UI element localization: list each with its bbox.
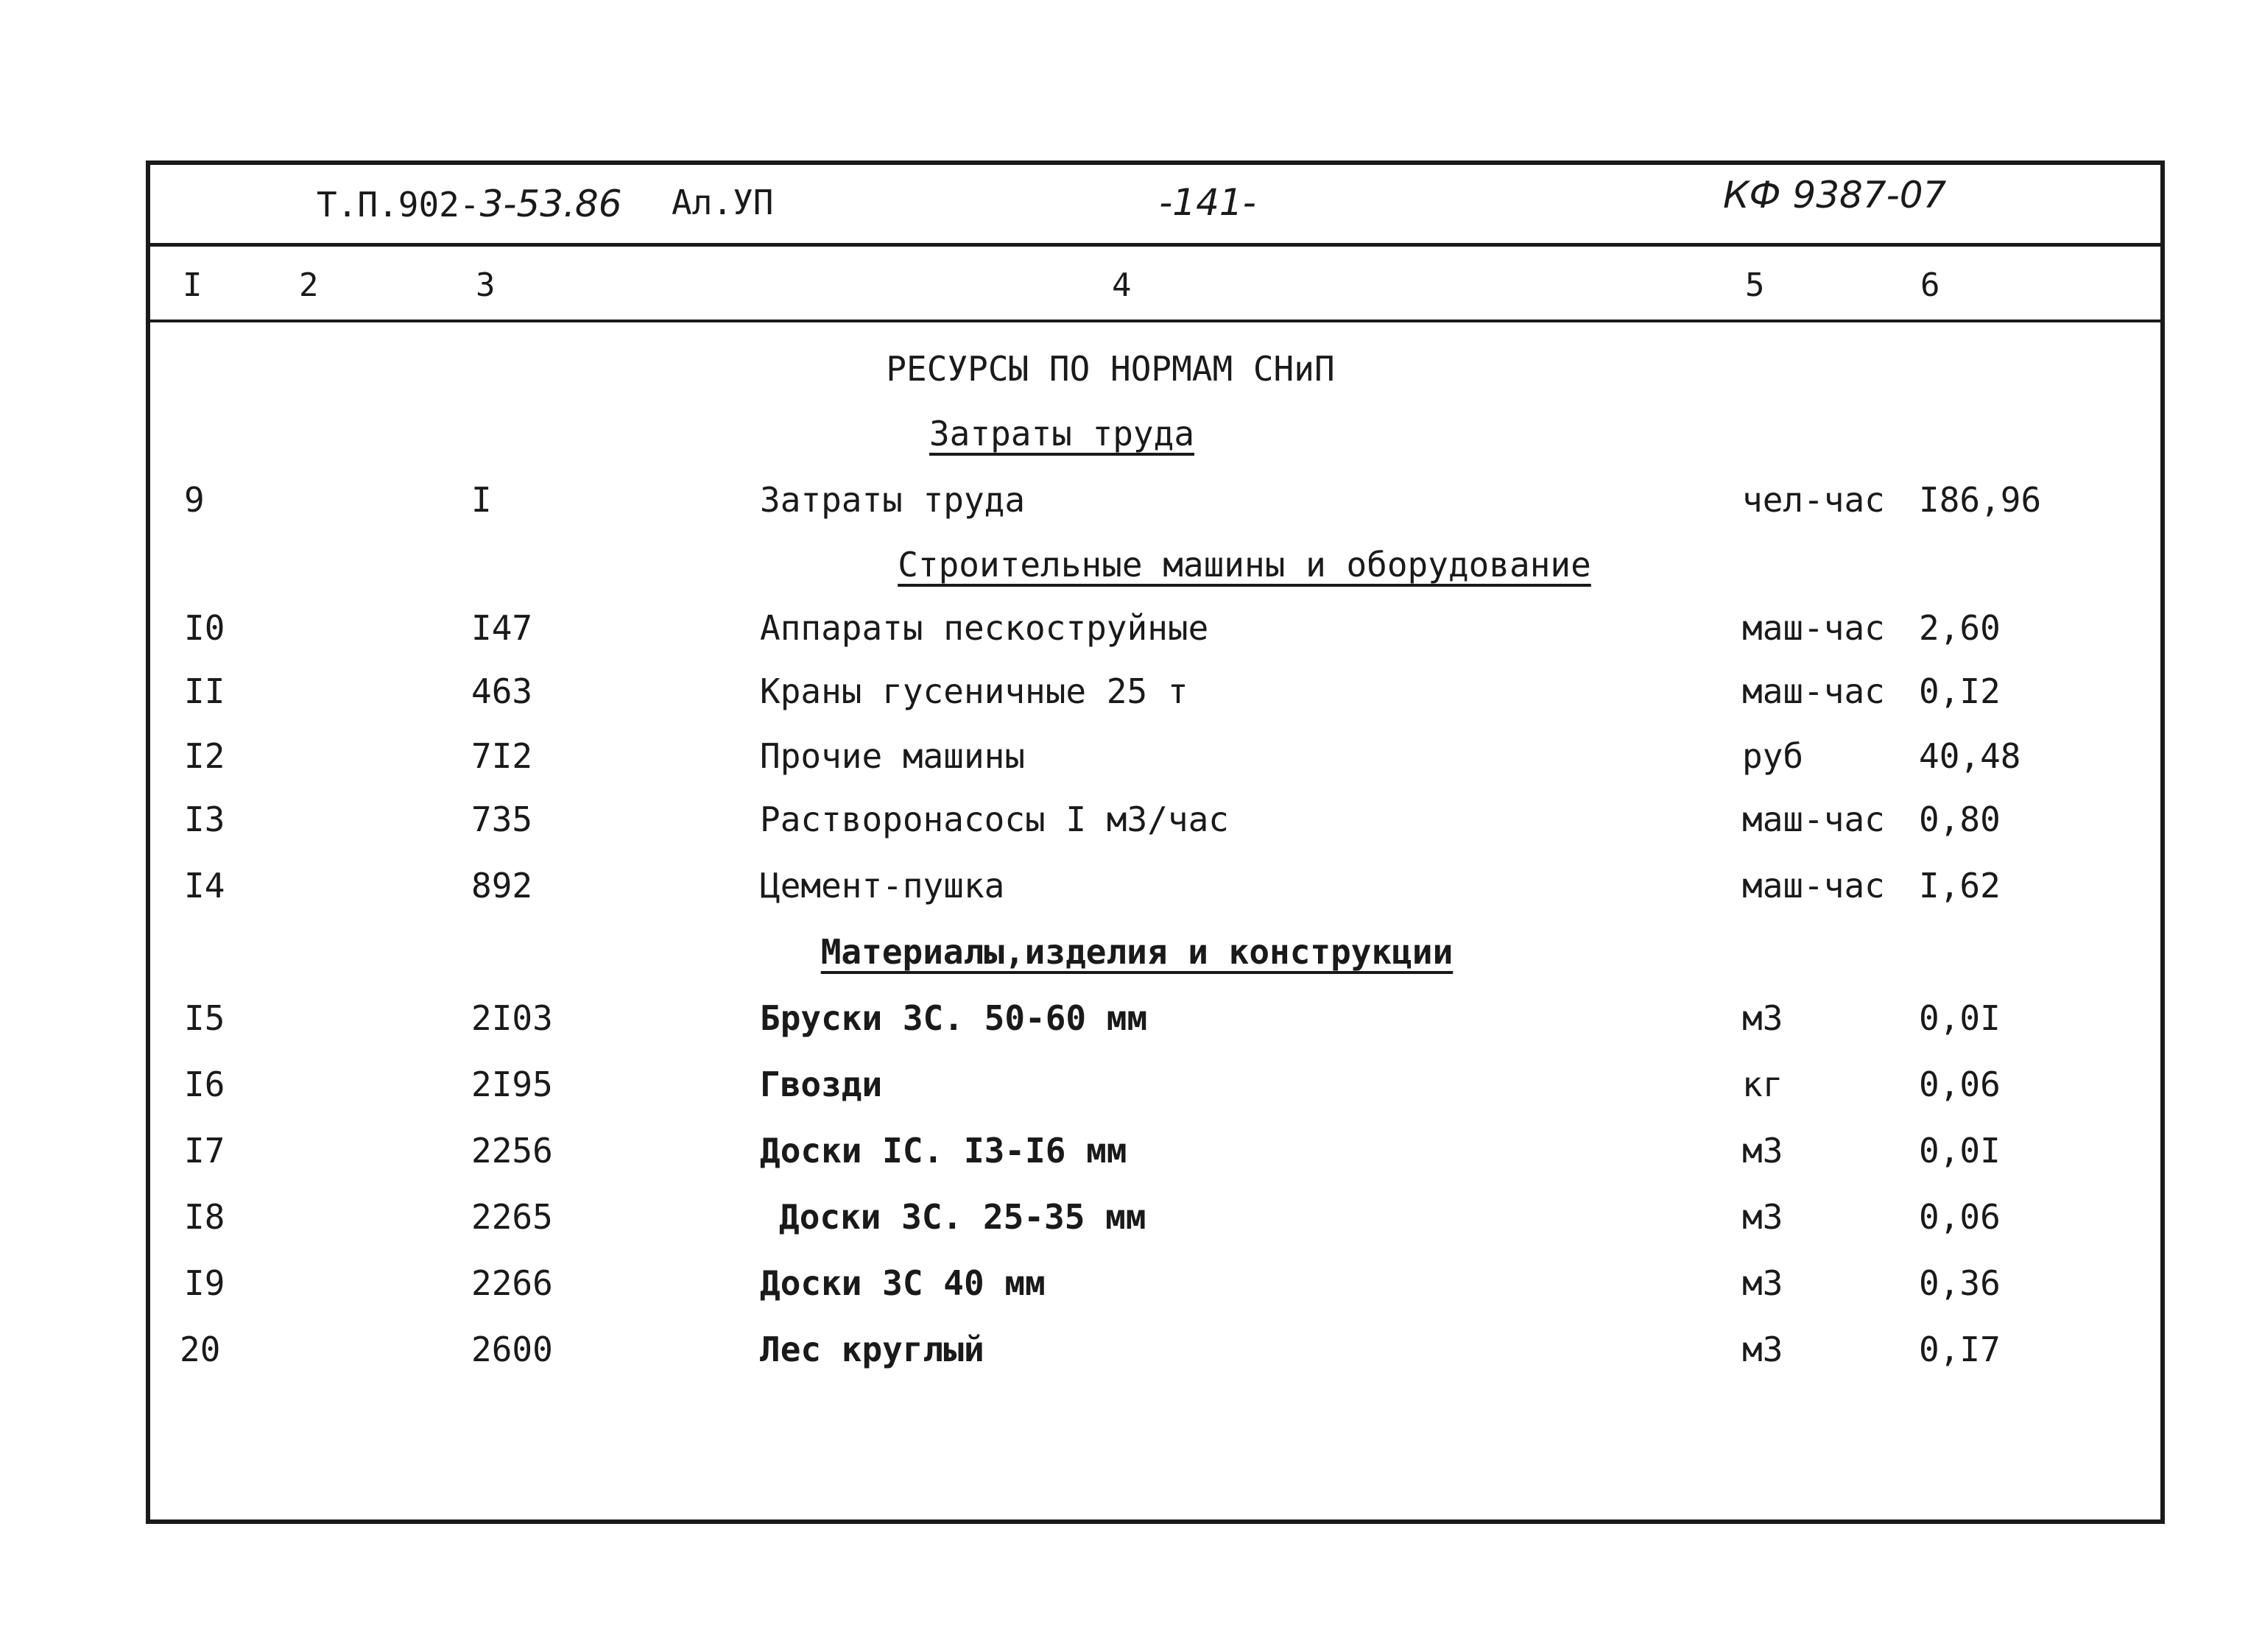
row-number: I7 [184,1131,225,1171]
row-code: 2I95 [471,1065,553,1104]
row-code: 2I03 [471,998,553,1038]
header-divider [150,243,2160,247]
row-code: 7I2 [471,736,533,776]
column-number-1: I [183,266,202,304]
row-number: I8 [184,1197,225,1237]
row-quantity: I,62 [1919,866,2001,906]
row-name: Цемент-пушка [760,866,1005,906]
row-number: 20 [180,1330,221,1369]
row-quantity: 0,06 [1919,1197,2001,1237]
column-number-3: 3 [476,266,496,304]
row-name: Гвозди [760,1065,883,1104]
row-name: Доски 3С. 25-35 мм [779,1197,1146,1237]
row-unit: маш-час [1742,866,1885,906]
row-name: Прочие машины [760,736,1026,776]
row-number: I3 [184,799,225,839]
column-number-4: 4 [1112,266,1132,304]
resources-title: РЕСУРСЫ ПО НОРМАМ СНиП [886,349,1335,389]
row-code: 2256 [471,1131,553,1171]
document-code [317,183,622,225]
row-unit: м3 [1742,998,1783,1038]
row-quantity: 0,0I [1919,1131,2001,1171]
row-name: Растворонасосы I м3/час [760,799,1229,839]
row-name: Бруски 3С. 50-60 мм [760,998,1148,1038]
row-code: I47 [471,608,533,648]
row-quantity: 0,80 [1919,799,2001,839]
document-code-prefix: Т.П.902- [317,185,480,225]
row-unit: маш-час [1742,799,1885,839]
row-quantity: 0,36 [1919,1263,2001,1303]
row-name: Затраты труда [760,480,1026,520]
page-number: -141- [1159,181,1256,224]
row-code: 2265 [471,1197,553,1237]
section-materials: Материалы,изделия и конструкции [820,932,1454,972]
row-number: I4 [184,866,225,906]
row-code: 892 [471,866,533,906]
row-number: I6 [184,1065,225,1104]
row-unit: кг [1742,1065,1783,1104]
row-number: I9 [184,1263,225,1303]
row-quantity: 2,60 [1919,608,2001,648]
column-header-divider [150,320,2160,322]
row-code: 2266 [471,1263,553,1303]
row-unit: м3 [1742,1330,1783,1369]
archive-number: КФ 9387-07 [1723,174,1947,216]
column-number-6: 6 [1920,266,1940,304]
row-quantity: 40,48 [1919,736,2021,776]
row-code: I [471,480,492,520]
document-code-handwritten: 3-53.86 [479,183,622,225]
row-unit: м3 [1742,1197,1783,1237]
row-number: II [184,671,225,711]
row-unit: чел-час [1742,480,1885,520]
row-quantity: 0,I2 [1919,671,2001,711]
row-number: I5 [184,998,225,1038]
row-name: Краны гусеничные 25 т [760,671,1188,711]
column-number-2: 2 [299,266,319,304]
row-unit: маш-час [1742,608,1885,648]
row-name: Доски 3С 40 мм [760,1263,1046,1303]
row-quantity: 0,0I [1919,998,2001,1038]
row-quantity: I86,96 [1919,480,2042,520]
row-name: Доски IС. I3-I6 мм [760,1131,1127,1171]
row-unit: руб [1742,736,1804,776]
row-code: 463 [471,671,533,711]
section-labor: Затраты труда [929,414,1195,453]
row-unit: маш-час [1742,671,1885,711]
row-unit: м3 [1742,1263,1783,1303]
row-quantity: 0,I7 [1919,1330,2001,1369]
column-number-5: 5 [1745,266,1765,304]
row-name: Лес круглый [760,1330,984,1369]
row-code: 2600 [471,1330,553,1369]
row-number: I0 [184,608,225,648]
row-unit: м3 [1742,1131,1783,1171]
row-number: 9 [184,480,205,520]
row-name: Аппараты пескоструйные [760,608,1209,648]
section-machines: Строительные машины и оборудование [898,545,1591,585]
row-quantity: 0,06 [1919,1065,2001,1104]
row-code: 735 [471,799,533,839]
album-label: Ал.УП [672,183,774,222]
row-number: I2 [184,736,225,776]
